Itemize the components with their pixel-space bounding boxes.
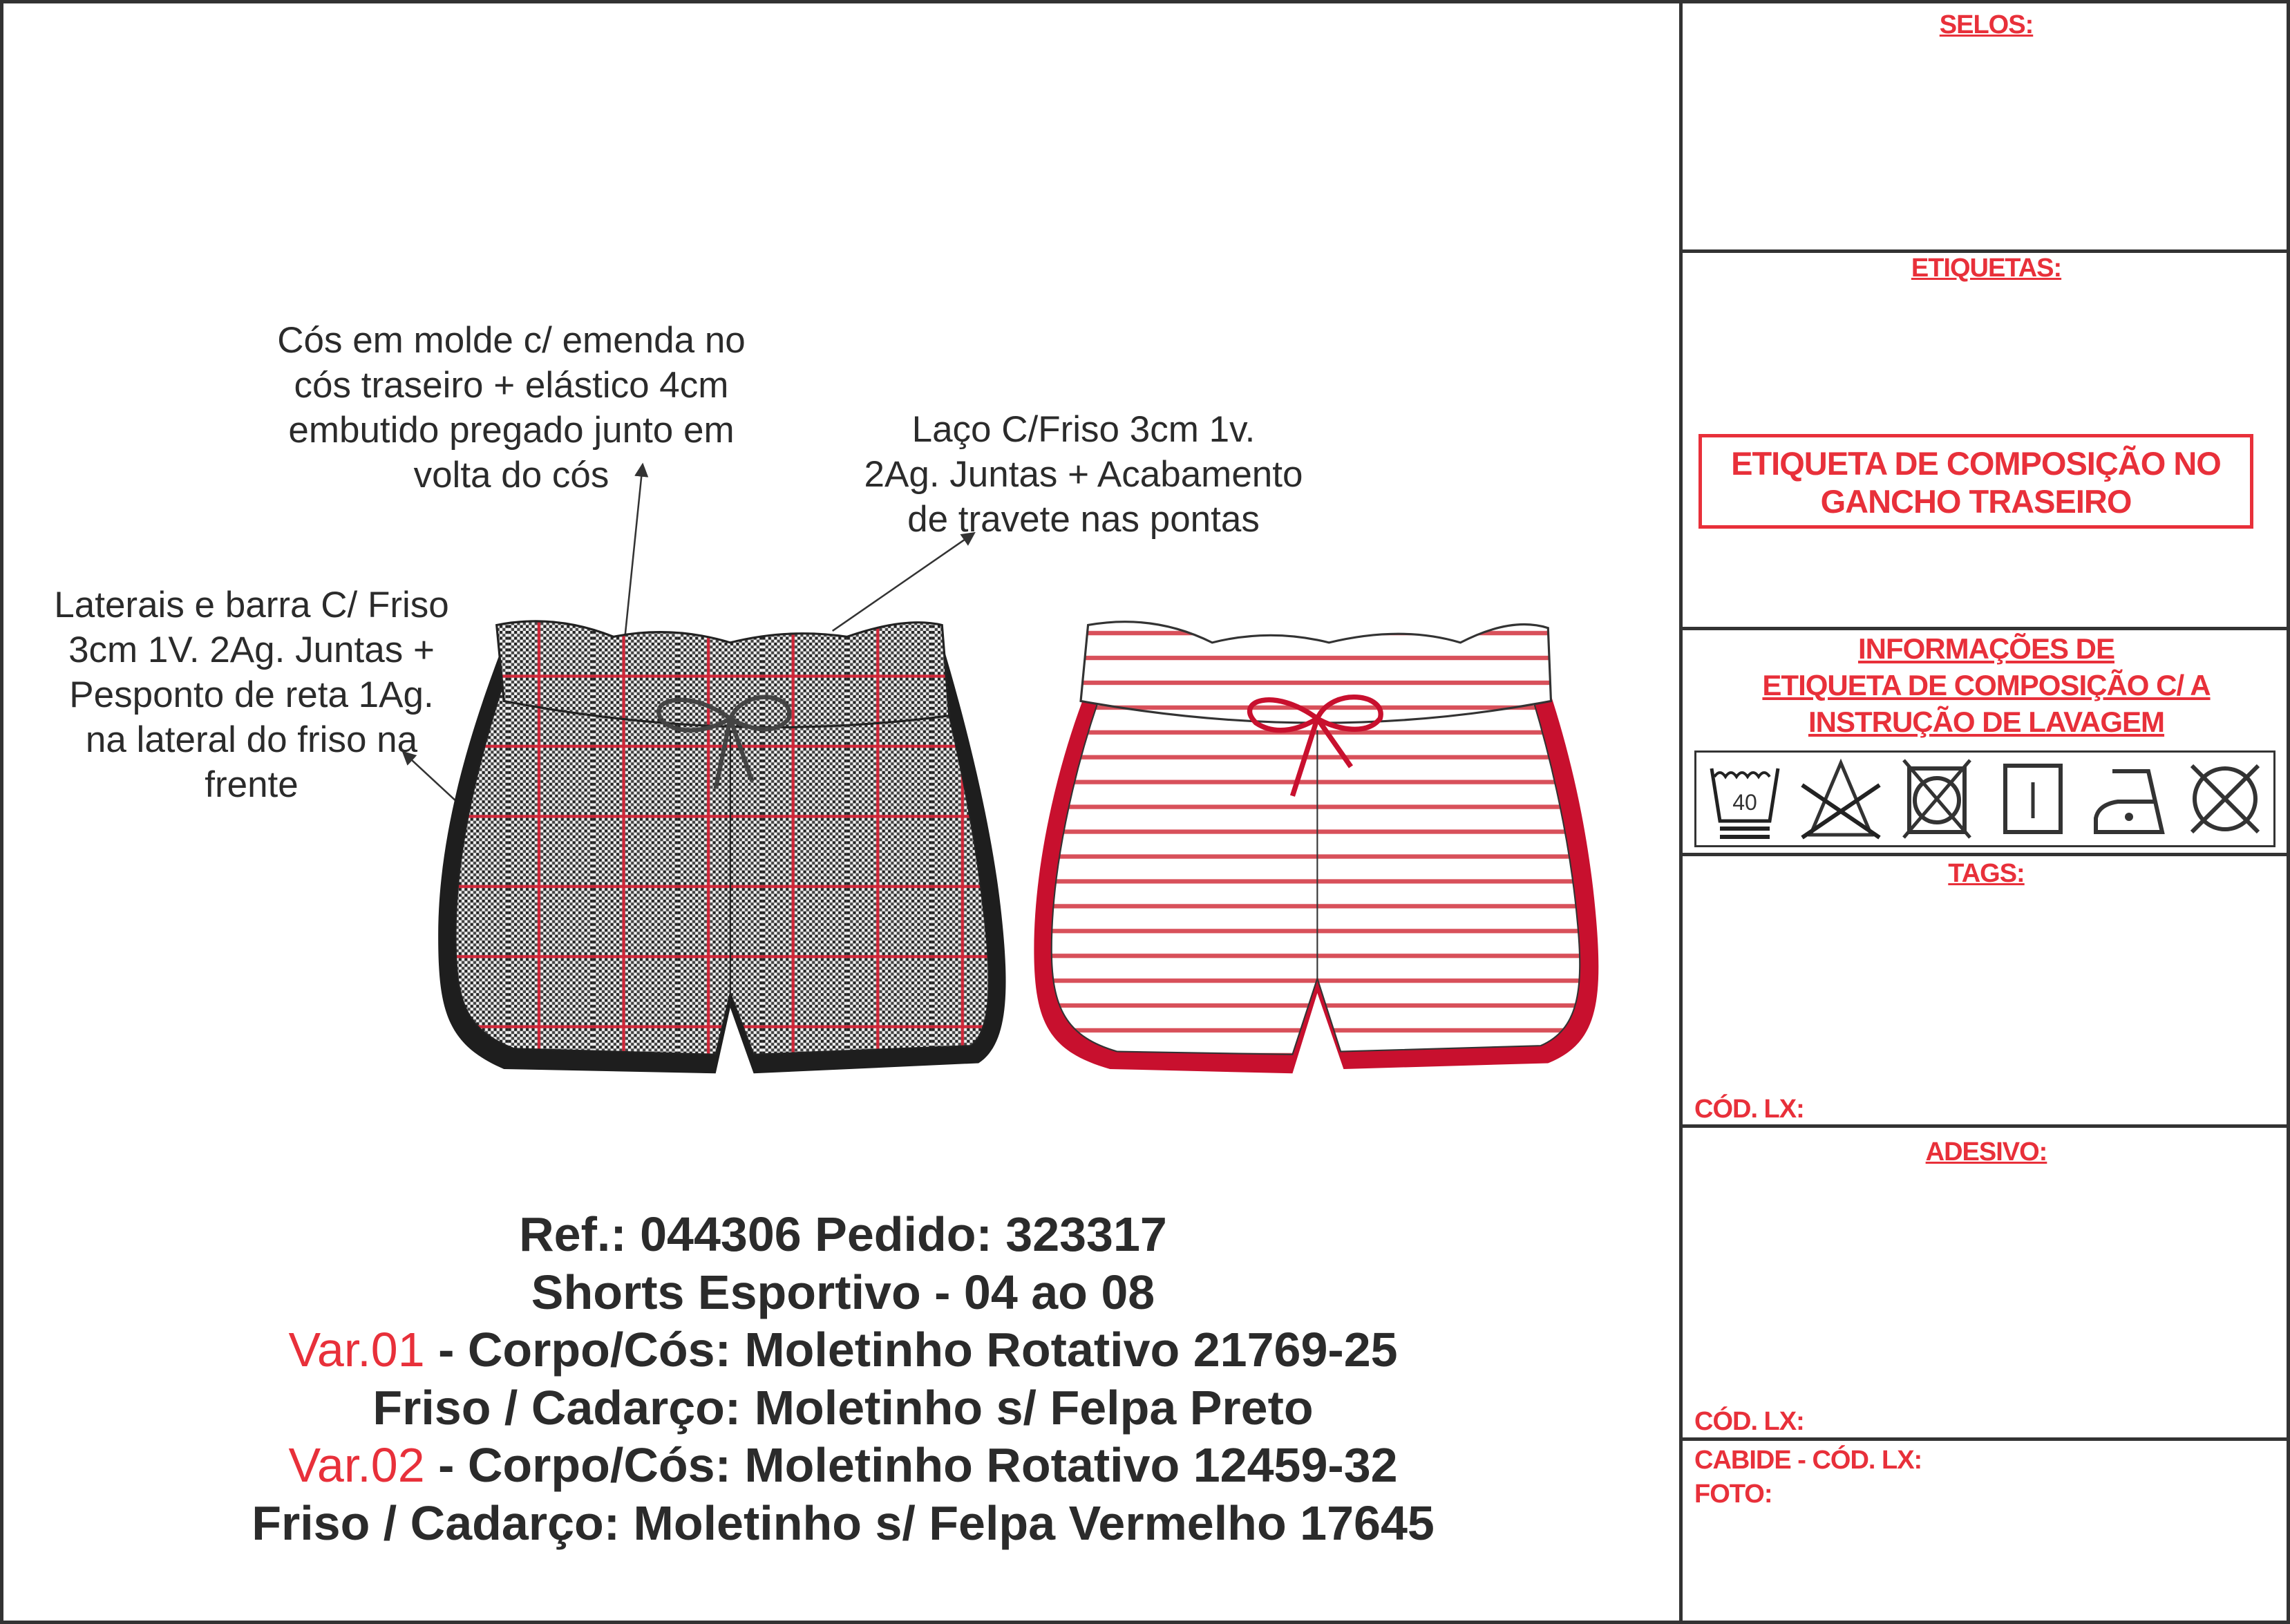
annotation-arrow [833, 533, 974, 631]
line-dry-icon [1991, 757, 2074, 840]
variant-01 [252, 1321, 1435, 1379]
wash-40-icon [1703, 757, 1786, 840]
annotation-line: de travete nas pontas [907, 499, 1260, 540]
svg-text:40: 40 [1732, 790, 1757, 815]
shorts-var01 [438, 621, 1005, 1073]
annotation-line: embutido pregado junto em [288, 410, 735, 451]
no-tumble-dry-icon [1895, 757, 1978, 840]
variant-01-trim: Friso / Cadarço: Moletinho s/ Felpa Preto [372, 1380, 1314, 1435]
annotation-sides [54, 583, 448, 807]
annotation-line: 3cm 1V. 2Ag. Juntas + [68, 630, 435, 670]
no-bleach-icon [1799, 757, 1882, 840]
cabide-cod-lx: CABIDE - CÓD. LX: [1694, 1446, 1922, 1475]
adesivo-heading: ADESIVO: [1925, 1137, 2047, 1167]
info-line: ETIQUETA DE COMPOSIÇÃO C/ A [1762, 669, 2211, 701]
annotation-line: Pesponto de reta 1Ag. [69, 674, 434, 715]
variant-label: Var.02 [288, 1438, 425, 1492]
variant-02 [252, 1437, 1435, 1495]
composition-label-box [1698, 434, 2253, 529]
annotation-line: na lateral do friso na [85, 719, 418, 760]
annotation-waistband [277, 318, 746, 498]
product-spec [252, 1206, 1435, 1552]
info-line: INSTRUÇÃO DE LAVAGEM [1808, 706, 2165, 738]
annotation-line: Cós em molde c/ emenda no [277, 320, 746, 361]
composition-line: GANCHO TRASEIRO [1820, 483, 2132, 520]
foto-label: FOTO: [1694, 1480, 1772, 1509]
annotation-line: cós traseiro + elástico 4cm [294, 365, 729, 406]
tags-heading: TAGS: [1948, 859, 2025, 888]
adesivo-cod-lx: CÓD. LX: [1694, 1407, 1804, 1436]
product-name: Shorts Esportivo - 04 ao 08 [531, 1265, 1155, 1319]
etiquetas-heading: ETIQUETAS: [1911, 254, 2062, 283]
selos-heading: SELOS: [1939, 10, 2034, 39]
annotation-line: frente [205, 764, 299, 805]
info-line: INFORMAÇÕES DE [1857, 632, 2114, 665]
iron-low-icon [2088, 757, 2170, 840]
care-symbols [1694, 750, 2275, 847]
annotation-line: Laterais e barra C/ Friso [54, 585, 449, 625]
info-heading [1683, 630, 2290, 740]
shorts-var02 [1034, 622, 1598, 1074]
composition-line: ETIQUETA DE COMPOSIÇÃO NO [1731, 445, 2221, 482]
variant-label: Var.01 [288, 1323, 425, 1377]
annotation-bow [864, 407, 1303, 542]
reference-line: Ref.: 044306 Pedido: 323317 [519, 1207, 1167, 1261]
variant-body: - Corpo/Cós: Moletinho Rotativo 12459-32 [424, 1438, 1398, 1492]
annotation-line: Laço C/Friso 3cm 1v. [911, 409, 1256, 450]
variant-body: - Corpo/Cós: Moletinho Rotativo 21769-25 [424, 1323, 1398, 1377]
annotation-line: 2Ag. Juntas + Acabamento [864, 454, 1303, 495]
tags-cod-lx: CÓD. LX: [1694, 1095, 1804, 1124]
annotation-line: volta do cós [413, 455, 609, 495]
variant-02-trim: Friso / Cadarço: Moletinho s/ Felpa Vermelho 17645 [252, 1495, 1435, 1550]
no-dry-clean-icon [2184, 757, 2267, 840]
